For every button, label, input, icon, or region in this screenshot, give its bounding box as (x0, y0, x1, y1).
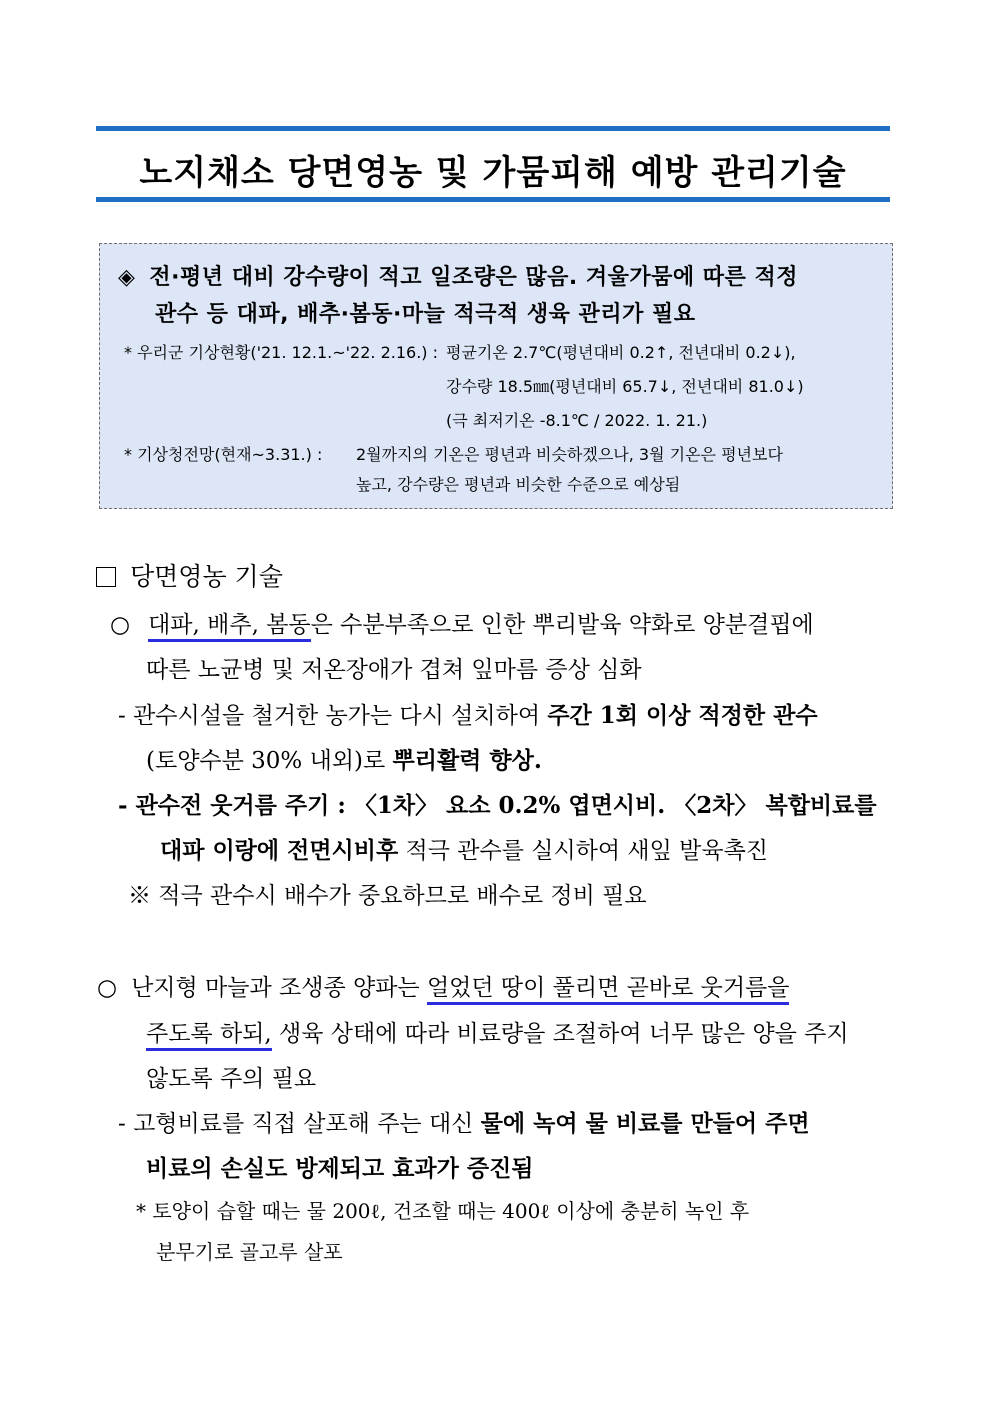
forecast-line1: 2월까지의 기온은 평년과 비슷하겠으나, 3월 기온은 평년보다 (356, 445, 783, 464)
forecast-label: * 기상청전망(현재~3.31.) : (124, 445, 323, 464)
dash-item-1-text: - 관수시설을 철거한 농가는 다시 설치하여 (118, 703, 548, 729)
apply-highlight: 주도록 하되, (146, 1021, 272, 1051)
weather-status-line2: 강수량 18.5㎜(평년대비 65.7↓, 전년대비 81.0↓) (446, 377, 804, 396)
dash-item-3-line1 (118, 1105, 810, 1138)
circle-bullet-icon: ○ (97, 975, 118, 1001)
paragraph-1-line1 (110, 606, 814, 639)
checkbox-icon (96, 567, 116, 587)
section-heading-text: 당면영농 기술 (130, 562, 283, 591)
paragraph-2-continued: 생육 상태에 따라 비료량을 조절하여 너무 많은 양을 주지 (271, 1021, 849, 1047)
dash-item-1-line2 (146, 742, 542, 775)
summary-headline (118, 260, 798, 291)
page-title: 노지채소 당면영농 및 가뭄피해 예방 관리기술 (139, 153, 847, 193)
paragraph-1-text: 은 수분부족으로 인한 뿌리발육 약화로 양분결핍에 (310, 612, 814, 638)
dash-item-3-text: - 고형비료를 직접 살포해 주는 대신 (118, 1111, 481, 1137)
dash-item-2-line1: - 관수전 웃거름 주기 : 〈1차〉 요소 0.2% 엽면시비. 〈2차〉 복합비료를 (118, 792, 877, 819)
star-note-line2: 분무기로 골고루 살포 (156, 1240, 343, 1264)
paragraph-2-line1 (97, 969, 789, 1002)
section-heading (96, 557, 283, 593)
weather-status-line3: (극 최저기온 -8.1℃ / 2022. 1. 21.) (446, 411, 708, 430)
paragraph-2-text: 난지형 마늘과 조생종 양파는 (131, 975, 427, 1001)
summary-main-line2: 관수 등 대파, 배추·봄동·마늘 적극적 생육 관리가 필요 (155, 302, 696, 327)
forecast-line2: 높고, 강수량은 평년과 비슷한 수준으로 예상됨 (356, 475, 681, 494)
dash-item-2-text: 적극 관수를 실시하여 새잎 발육촉진 (398, 838, 769, 864)
paragraph-1-line2: 따른 노균병 및 저온장애가 겹쳐 잎마름 증상 심화 (146, 657, 642, 683)
paragraph-2-line2 (146, 1015, 849, 1048)
root-vitality-emphasis: 뿌리활력 향상. (392, 747, 542, 774)
title-banner (96, 126, 890, 202)
weather-status-line1: 평균기온 2.7℃(평년대비 0.2↑, 전년대비 0.2↓), (446, 343, 796, 362)
summary-main-line1: 전·평년 대비 강수량이 적고 일조량은 많음. 겨울가뭄에 따른 적정 (149, 265, 798, 290)
thaw-highlight: 얼었던 땅이 풀리면 곧바로 웃거름을 (427, 975, 790, 1005)
soil-moisture-text: (토양수분 30% 내외)로 (146, 748, 393, 774)
dash-item-3-line2: 비료의 손실도 방제되고 효과가 증진됨 (146, 1155, 534, 1182)
irrigation-emphasis: 주간 1회 이상 적정한 관수 (547, 702, 818, 729)
circle-bullet-icon: ○ (110, 612, 131, 638)
star-note-line1: * 토양이 습할 때는 물 200ℓ, 건조할 때는 400ℓ 이상에 충분히 녹인 후 (136, 1199, 750, 1223)
crops-highlight: 대파, 배추, 봄동 (148, 612, 311, 642)
fertilizer-emphasis: 대파 이랑에 전면시비후 (160, 837, 399, 864)
weather-status-label: * 우리군 기상현황('21. 12.1.~'22. 2.16.) : (124, 343, 439, 362)
summary-box (99, 243, 893, 509)
drainage-note: ※ 적극 관수시 배수가 중요하므로 배수로 정비 필요 (128, 883, 647, 909)
diamond-bullet-icon: ◈ (118, 265, 136, 290)
dash-item-2-line2 (160, 832, 768, 865)
dash-item-1-line1 (118, 697, 818, 730)
paragraph-2-line3: 않도록 주의 필요 (146, 1066, 317, 1092)
liquid-fertilizer-emphasis: 물에 녹여 물 비료를 만들어 주면 (480, 1110, 810, 1137)
